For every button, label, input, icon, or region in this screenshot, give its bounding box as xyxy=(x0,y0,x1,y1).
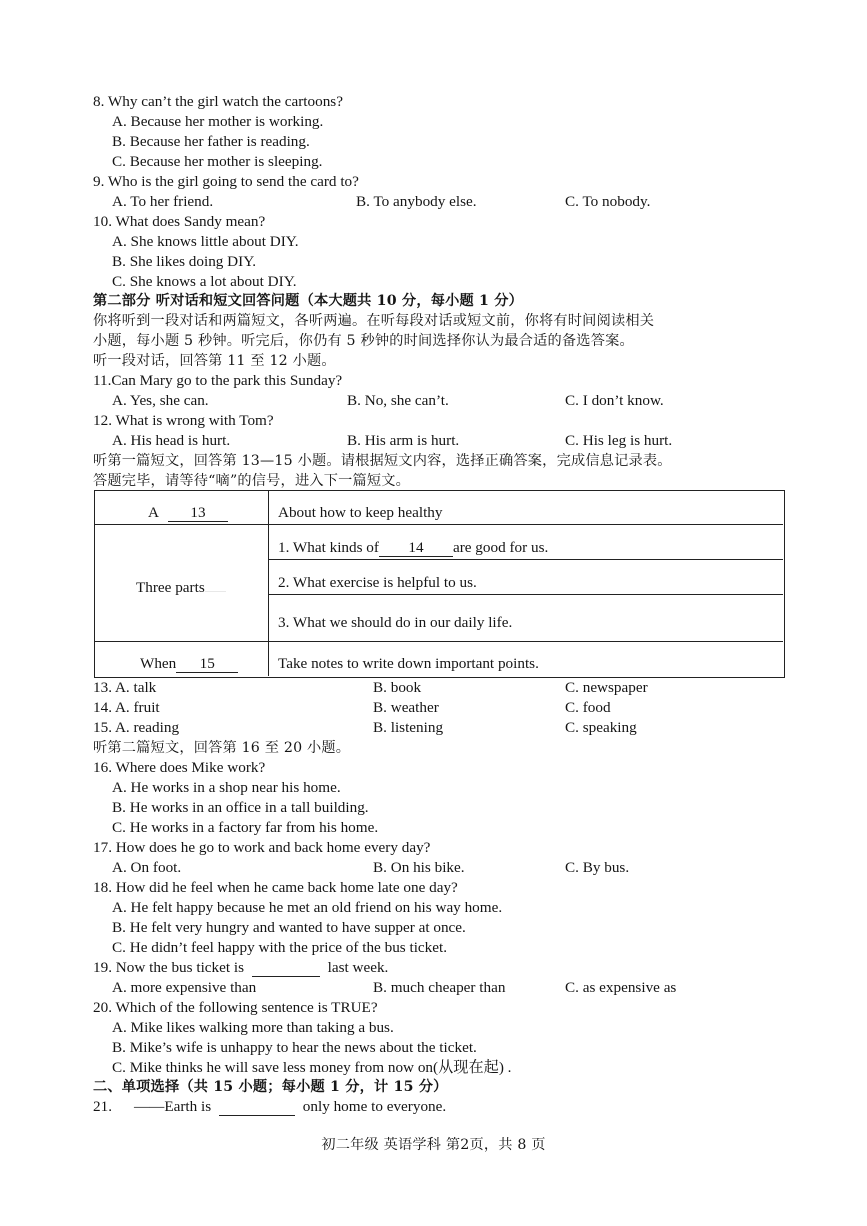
dotted-leader: ..................... xyxy=(204,588,226,593)
option-11a: A. Yes, she can. xyxy=(112,392,209,409)
question-17: 17. How does he go to work and back home every day? xyxy=(93,839,431,856)
table-part2: 2. What exercise is helpful to us. xyxy=(278,574,477,591)
question-21 xyxy=(93,1097,446,1117)
option-14b: B. weather xyxy=(373,699,439,716)
table-part1 xyxy=(278,538,548,558)
option-17b: B. On his bike. xyxy=(373,859,465,876)
option-15a: 15. A. reading xyxy=(93,719,180,736)
dialogue-instruction: 听一段对话，回答第 11 至 12 小题。 xyxy=(93,353,336,369)
table-row-divider xyxy=(94,524,783,525)
option-13a: 13. A. talk xyxy=(93,679,157,696)
question-19 xyxy=(93,958,388,978)
option-18b: B. He felt very hungry and wanted to have supper at once. xyxy=(112,919,466,936)
option-12b: B. His arm is hurt. xyxy=(347,432,460,449)
option-20b: B. Mike’s wife is unhappy to hear the news about the ticket. xyxy=(112,1039,477,1056)
question-21-text: ——Earth is xyxy=(133,1098,212,1115)
option-20a: A. Mike likes walking more than taking a bus. xyxy=(112,1019,394,1036)
table-row1-content: About how to keep healthy xyxy=(278,504,443,521)
option-16c: C. He works in a factory far from his home. xyxy=(112,819,379,836)
table-parts-label xyxy=(136,578,226,601)
table-parts-label-text: Three parts xyxy=(136,579,205,596)
option-9c: C. To nobody. xyxy=(565,193,651,210)
option-9b: B. To anybody else. xyxy=(356,193,477,210)
option-15b: B. listening xyxy=(373,719,444,736)
table-row3-content: Take notes to write down important points. xyxy=(278,655,539,672)
table-row1-label xyxy=(148,503,228,523)
option-20c: C. Mike thinks he will save less money from now on(从现在起) . xyxy=(112,1059,512,1076)
table-column-divider xyxy=(268,490,269,676)
question-19-text: 19. Now the bus ticket is xyxy=(93,959,245,976)
option-19a: A. more expensive than xyxy=(112,979,257,996)
option-16b: B. He works in an office in a tall building. xyxy=(112,799,369,816)
blank-13: 13 xyxy=(168,505,228,522)
passage1-instruction-line1: 听第一篇短文，回答第 13—15 小题。请根据短文内容，选择正确答案，完成信息记录表。 xyxy=(93,453,672,469)
question-21-text-end: only home to everyone. xyxy=(302,1098,447,1115)
section2-heading: 二、单项选择（共 15 小题；每小题 1 分，计 15 分） xyxy=(93,1079,448,1095)
blank-19 xyxy=(252,960,320,977)
option-15c: C. speaking xyxy=(565,719,637,736)
question-19-text-end: last week. xyxy=(327,959,389,976)
blank-15: 15 xyxy=(176,656,238,673)
option-11b: B. No, she can’t. xyxy=(347,392,449,409)
table-part3: 3. What we should do in our daily life. xyxy=(278,614,513,631)
option-19c: C. as expensive as xyxy=(565,979,677,996)
table-row3-label xyxy=(140,654,238,674)
part2-heading: 第二部分 听对话和短文回答问题（本大题共 10 分，每小题 1 分） xyxy=(93,293,523,309)
blank-21 xyxy=(219,1099,295,1116)
option-10c: C. She knows a lot about DIY. xyxy=(112,273,297,290)
passage2-instruction: 听第二篇短文，回答第 16 至 20 小题。 xyxy=(93,740,351,756)
option-8a: A. Because her mother is working. xyxy=(112,113,324,130)
table-row1-label-text: A xyxy=(148,504,159,521)
option-13c: C. newspaper xyxy=(565,679,648,696)
page-footer: 初二年级 英语学科 第2页，共 8 页 xyxy=(321,1137,546,1153)
question-8: 8. Why can’t the girl watch the cartoons? xyxy=(93,93,343,110)
option-14a: 14. A. fruit xyxy=(93,699,160,716)
option-12c: C. His leg is hurt. xyxy=(565,432,673,449)
table-part1-text-end: are good for us. xyxy=(452,539,549,556)
part2-intro-line2: 小题，每小题 5 秒钟。听完后，你仍有 5 秒钟的时间选择你认为最合适的备选答案。 xyxy=(93,333,634,349)
question-16: 16. Where does Mike work? xyxy=(93,759,266,776)
option-16a: A. He works in a shop near his home. xyxy=(112,779,341,796)
question-12: 12. What is wrong with Tom? xyxy=(93,412,274,429)
option-19b: B. much cheaper than xyxy=(373,979,506,996)
option-17c: C. By bus. xyxy=(565,859,630,876)
question-21-number: 21. xyxy=(93,1098,112,1115)
option-8c: C. Because her mother is sleeping. xyxy=(112,153,323,170)
table-row3-label-text: When xyxy=(140,655,177,672)
table-row-divider xyxy=(94,641,783,642)
option-12a: A. His head is hurt. xyxy=(112,432,231,449)
option-10a: A. She knows little about DIY. xyxy=(112,233,299,250)
question-18: 18. How did he feel when he came back home late one day? xyxy=(93,879,458,896)
option-8b: B. Because her father is reading. xyxy=(112,133,310,150)
option-17a: A. On foot. xyxy=(112,859,182,876)
option-11c: C. I don’t know. xyxy=(565,392,664,409)
part2-intro-line1: 你将听到一段对话和两篇短文，各听两遍。在听每段对话或短文前，你将有时间阅读相关 xyxy=(93,313,655,329)
table-part1-text: 1. What kinds of xyxy=(278,539,379,556)
table-row-divider xyxy=(268,594,783,595)
passage1-instruction-line2: 答题完毕，请等待“嘀”的信号，进入下一篇短文。 xyxy=(93,473,411,489)
option-13b: B. book xyxy=(373,679,422,696)
option-18a: A. He felt happy because he met an old friend on his way home. xyxy=(112,899,503,916)
question-9: 9. Who is the girl going to send the card to? xyxy=(93,173,359,190)
option-10b: B. She likes doing DIY. xyxy=(112,253,257,270)
question-20: 20. Which of the following sentence is TRUE? xyxy=(93,999,378,1016)
question-10: 10. What does Sandy mean? xyxy=(93,213,266,230)
question-11: 11.Can Mary go to the park this Sunday? xyxy=(93,372,343,389)
table-row-divider xyxy=(268,559,783,560)
option-18c: C. He didn’t feel happy with the price of the bus ticket. xyxy=(112,939,448,956)
blank-14: 14 xyxy=(379,540,453,557)
option-9a: A. To her friend. xyxy=(112,193,214,210)
option-14c: C. food xyxy=(565,699,611,716)
